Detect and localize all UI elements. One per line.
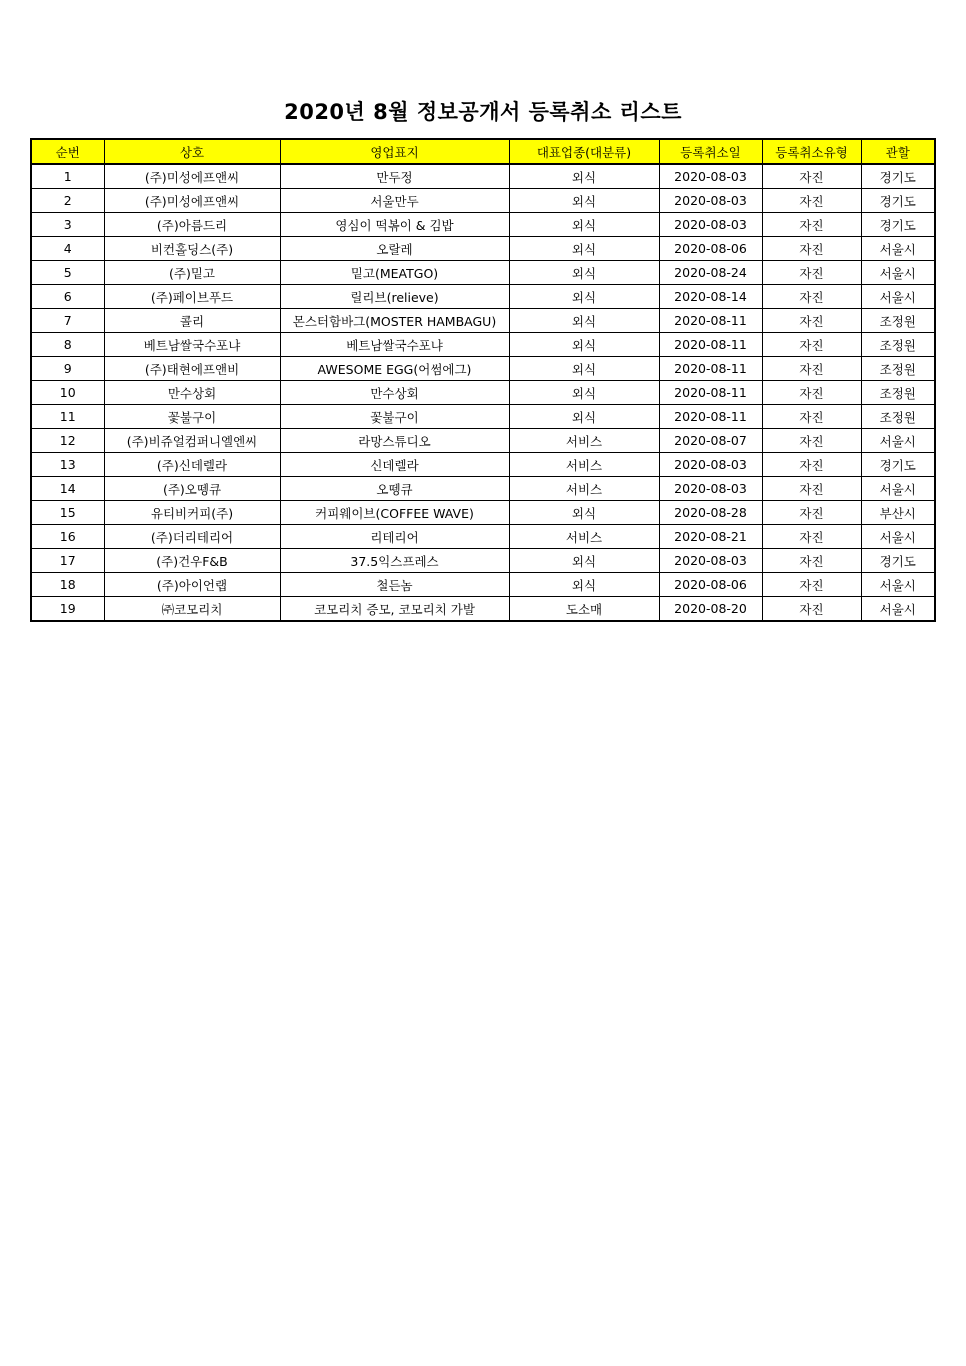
cell-region: 경기도 — [861, 453, 935, 477]
cell-industry: 외식 — [509, 261, 659, 285]
cell-industry: 외식 — [509, 405, 659, 429]
header-region: 관할 — [861, 139, 935, 164]
cell-no: 18 — [31, 573, 104, 597]
cell-date: 2020-08-03 — [659, 213, 762, 237]
cell-company: (주)아이언랩 — [104, 573, 280, 597]
header-company: 상호 — [104, 139, 280, 164]
cell-type: 자진 — [762, 573, 861, 597]
cell-no: 9 — [31, 357, 104, 381]
cell-industry: 외식 — [509, 285, 659, 309]
cell-type: 자진 — [762, 237, 861, 261]
cell-industry: 외식 — [509, 549, 659, 573]
table-row — [31, 237, 935, 261]
cell-type: 자진 — [762, 357, 861, 381]
table-row — [31, 333, 935, 357]
table-row — [31, 405, 935, 429]
cell-no: 5 — [31, 261, 104, 285]
cell-region: 조정원 — [861, 405, 935, 429]
cell-region: 서울시 — [861, 237, 935, 261]
cell-date: 2020-08-06 — [659, 237, 762, 261]
table-row — [31, 164, 935, 189]
cell-brand: 코모리치 증모, 코모리치 가발 — [280, 597, 509, 622]
cell-date: 2020-08-11 — [659, 381, 762, 405]
cell-brand: 영심이 떡볶이 & 김밥 — [280, 213, 509, 237]
cell-brand: 오랄레 — [280, 237, 509, 261]
cell-date: 2020-08-20 — [659, 597, 762, 622]
cell-no: 3 — [31, 213, 104, 237]
cell-company: (주)비쥬얼컴퍼니엘엔씨 — [104, 429, 280, 453]
cell-region: 경기도 — [861, 549, 935, 573]
table-row — [31, 453, 935, 477]
cell-date: 2020-08-07 — [659, 429, 762, 453]
cell-company: (주)밑고 — [104, 261, 280, 285]
table-row — [31, 573, 935, 597]
table-row — [31, 189, 935, 213]
cell-company: 베트남쌀국수포냐 — [104, 333, 280, 357]
cell-type: 자진 — [762, 597, 861, 622]
table-row — [31, 501, 935, 525]
cell-no: 6 — [31, 285, 104, 309]
cell-date: 2020-08-28 — [659, 501, 762, 525]
cell-brand: 꽃불구이 — [280, 405, 509, 429]
cell-region: 서울시 — [861, 573, 935, 597]
cell-brand: 신데렐라 — [280, 453, 509, 477]
header-type: 등록취소유형 — [762, 139, 861, 164]
cell-brand: 릴리브(relieve) — [280, 285, 509, 309]
cell-industry: 외식 — [509, 309, 659, 333]
cell-date: 2020-08-11 — [659, 309, 762, 333]
table-row — [31, 597, 935, 622]
cell-type: 자진 — [762, 381, 861, 405]
cell-company: (주)오뗑큐 — [104, 477, 280, 501]
cell-type: 자진 — [762, 549, 861, 573]
cell-brand: 커피웨이브(COFFEE WAVE) — [280, 501, 509, 525]
cell-brand: AWESOME EGG(어썸에그) — [280, 357, 509, 381]
header-brand: 영업표지 — [280, 139, 509, 164]
cell-no: 7 — [31, 309, 104, 333]
cell-industry: 외식 — [509, 501, 659, 525]
cell-date: 2020-08-03 — [659, 549, 762, 573]
cell-type: 자진 — [762, 525, 861, 549]
cell-company: 꽃불구이 — [104, 405, 280, 429]
cell-no: 4 — [31, 237, 104, 261]
cell-company: 비컨홀딩스(주) — [104, 237, 280, 261]
header-industry: 대표업종(대분류) — [509, 139, 659, 164]
cell-type: 자진 — [762, 333, 861, 357]
cell-brand: 리테리어 — [280, 525, 509, 549]
cell-no: 8 — [31, 333, 104, 357]
cell-region: 경기도 — [861, 189, 935, 213]
header-date: 등록취소일 — [659, 139, 762, 164]
cell-date: 2020-08-14 — [659, 285, 762, 309]
cell-date: 2020-08-03 — [659, 477, 762, 501]
cell-no: 16 — [31, 525, 104, 549]
cell-no: 10 — [31, 381, 104, 405]
cell-industry: 서비스 — [509, 453, 659, 477]
cell-region: 조정원 — [861, 357, 935, 381]
cell-region: 서울시 — [861, 525, 935, 549]
cell-industry: 외식 — [509, 357, 659, 381]
cell-brand: 몬스터함바그(MOSTER HAMBAGU) — [280, 309, 509, 333]
cell-industry: 서비스 — [509, 477, 659, 501]
cell-date: 2020-08-06 — [659, 573, 762, 597]
cell-date: 2020-08-11 — [659, 357, 762, 381]
cell-industry: 외식 — [509, 333, 659, 357]
cell-brand: 만수상회 — [280, 381, 509, 405]
table-row — [31, 213, 935, 237]
cell-brand: 밑고(MEATGO) — [280, 261, 509, 285]
cell-date: 2020-08-21 — [659, 525, 762, 549]
cell-no: 12 — [31, 429, 104, 453]
cell-industry: 외식 — [509, 213, 659, 237]
cell-region: 경기도 — [861, 164, 935, 189]
cell-date: 2020-08-03 — [659, 453, 762, 477]
cell-date: 2020-08-11 — [659, 405, 762, 429]
table-row — [31, 309, 935, 333]
cell-company: ㈜코모리치 — [104, 597, 280, 622]
cell-brand: 베트남쌀국수포냐 — [280, 333, 509, 357]
cell-type: 자진 — [762, 405, 861, 429]
cell-company: (주)아름드리 — [104, 213, 280, 237]
cell-date: 2020-08-03 — [659, 189, 762, 213]
cell-region: 조정원 — [861, 381, 935, 405]
cell-company: (주)페이브푸드 — [104, 285, 280, 309]
cell-brand: 오뗑큐 — [280, 477, 509, 501]
cell-industry: 서비스 — [509, 429, 659, 453]
cell-no: 19 — [31, 597, 104, 622]
table-row — [31, 285, 935, 309]
cell-type: 자진 — [762, 261, 861, 285]
cell-region: 서울시 — [861, 597, 935, 622]
cell-region: 서울시 — [861, 285, 935, 309]
cell-region: 서울시 — [861, 477, 935, 501]
cell-company: (주)건우F&B — [104, 549, 280, 573]
cell-industry: 외식 — [509, 381, 659, 405]
cell-date: 2020-08-24 — [659, 261, 762, 285]
cancellation-table — [30, 138, 936, 622]
cell-type: 자진 — [762, 477, 861, 501]
cell-region: 조정원 — [861, 333, 935, 357]
cell-no: 15 — [31, 501, 104, 525]
cell-company: (주)미성에프앤씨 — [104, 164, 280, 189]
cell-industry: 외식 — [509, 237, 659, 261]
page-title: 2020년 8월 정보공개서 등록취소 리스트 — [284, 100, 682, 124]
cell-brand: 37.5익스프레스 — [280, 549, 509, 573]
cell-industry: 도소매 — [509, 597, 659, 622]
cell-industry: 외식 — [509, 189, 659, 213]
cell-region: 서울시 — [861, 261, 935, 285]
cell-company: (주)미성에프앤씨 — [104, 189, 280, 213]
cell-date: 2020-08-03 — [659, 164, 762, 189]
cell-type: 자진 — [762, 164, 861, 189]
cell-company: 만수상회 — [104, 381, 280, 405]
table-body — [31, 164, 935, 621]
cell-type: 자진 — [762, 213, 861, 237]
cell-type: 자진 — [762, 285, 861, 309]
cell-type: 자진 — [762, 453, 861, 477]
table-row — [31, 261, 935, 285]
cell-company: (주)더리테리어 — [104, 525, 280, 549]
cell-region: 경기도 — [861, 213, 935, 237]
table-row — [31, 477, 935, 501]
cell-region: 조정원 — [861, 309, 935, 333]
cell-brand: 서울만두 — [280, 189, 509, 213]
cell-type: 자진 — [762, 429, 861, 453]
cell-company: (주)신데렐라 — [104, 453, 280, 477]
cell-no: 14 — [31, 477, 104, 501]
cell-no: 11 — [31, 405, 104, 429]
cell-brand: 철든놈 — [280, 573, 509, 597]
cell-industry: 외식 — [509, 164, 659, 189]
cell-brand: 만두정 — [280, 164, 509, 189]
cell-no: 13 — [31, 453, 104, 477]
cell-no: 17 — [31, 549, 104, 573]
table-row — [31, 381, 935, 405]
table-row — [31, 357, 935, 381]
table-header-row — [31, 139, 935, 164]
cell-region: 부산시 — [861, 501, 935, 525]
cell-type: 자진 — [762, 501, 861, 525]
cell-company: 유티비커피(주) — [104, 501, 280, 525]
cell-type: 자진 — [762, 189, 861, 213]
cell-no: 2 — [31, 189, 104, 213]
cell-industry: 외식 — [509, 573, 659, 597]
cell-date: 2020-08-11 — [659, 333, 762, 357]
cell-brand: 라망스튜디오 — [280, 429, 509, 453]
table-row — [31, 549, 935, 573]
cell-industry: 서비스 — [509, 525, 659, 549]
cell-company: 콜리 — [104, 309, 280, 333]
cell-company: (주)태현에프앤비 — [104, 357, 280, 381]
table-row — [31, 429, 935, 453]
cell-type: 자진 — [762, 309, 861, 333]
cell-no: 1 — [31, 164, 104, 189]
table-row — [31, 525, 935, 549]
cell-region: 서울시 — [861, 429, 935, 453]
header-no: 순번 — [31, 139, 104, 164]
